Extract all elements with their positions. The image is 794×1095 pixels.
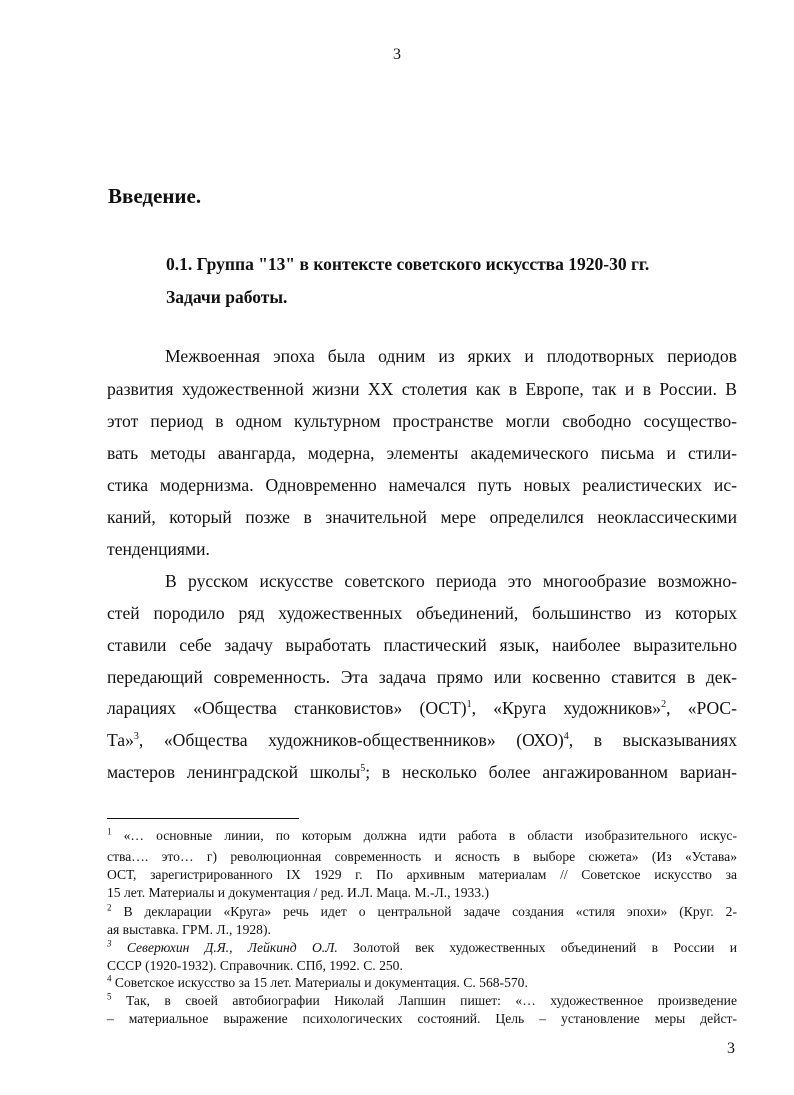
paragraph2-line: В русском искусстве советского периода это многообразие возможно-	[165, 571, 737, 591]
paragraph1-line: стика модернизма. Одновременно намечался путь новых реалистических ис-	[107, 475, 737, 495]
footnote-line: СССР (1920-1932). Справочник. СПб, 1992. С. 250.	[107, 958, 403, 973]
footnote-line: ОСТ, зарегистрированного IX 1929 г. По архивным материалам // Советское искусство за	[107, 867, 737, 882]
section-heading-line2: Задачи работы.	[166, 287, 288, 307]
footnote-line: 15 лет. Материалы и документация / ред. И.Л. Маца. М.-Л., 1933.)	[107, 885, 490, 900]
chapter-title: Введение.	[108, 184, 202, 208]
paragraph1-line: каний, который позже в значительной мере определился неоклассическими	[107, 507, 737, 527]
footnote-ref: 1	[466, 699, 472, 711]
footnote-line: – материальное выражение психологических состояний. Цель – установление меры дейст-	[107, 1011, 737, 1026]
paragraph2-line: мастеров ленинградской школы$^5$; в несколько более ангажированном вариан-	[107, 762, 737, 782]
footnote-ref: 2	[661, 699, 667, 711]
paragraph2-line: ларациях «Общества станковистов» (ОСТ)$^1$, «Круга художников»$^2$, «РОС-	[107, 698, 737, 718]
footnote-ref: 4	[563, 731, 569, 743]
footnote-separator	[107, 818, 299, 819]
footnote-ref: 3	[133, 731, 139, 743]
footnote-ref: 5	[360, 763, 366, 775]
footnote-1: $^1$ «… основные линии, по которым должна идти работа в области изобразительного искус-	[107, 826, 737, 843]
page-number-bottom: 3	[727, 1040, 735, 1057]
paragraph1-line: тенденциями.	[107, 539, 210, 559]
paragraph2-line: передающий современность. Эта задача прямо или косвенно ставится в дек-	[107, 667, 737, 687]
footnote-4: $^4$ Советское искусство за 15 лет. Материалы и документация. С. 568-570.	[107, 973, 528, 990]
paragraph1-line: вать методы авангарда, модерна, элементы академического письма и стили-	[107, 443, 737, 463]
paragraph2-line: стей породило ряд художественных объединений, большинство из которых	[107, 603, 737, 623]
section-heading-line1: 0.1. Группа "13" в контексте советского искусства 1920-30 гг.	[166, 254, 650, 274]
paragraph2-line: Та»$^3$, «Общества художников-общественников» (ОХО)$^4$, в высказываниях	[107, 730, 738, 750]
footnote-3: $^3$ Северюхин Д.Я., Лейкинд О.Л. Золотой век художественных объединений в России и	[107, 938, 737, 955]
paragraph1-line: этот период в одном культурном пространстве могли свободно сосущество-	[107, 411, 737, 431]
page-number-top: 3	[393, 46, 401, 63]
footnote-line: ства…. это… г) революционная современность и ясность в выборе сюжета» (Из «Устава»	[107, 849, 737, 864]
footnote-line: ая выставка. ГРМ. Л., 1928).	[107, 922, 271, 937]
footnote-2: $^2$ В декларации «Круга» речь идет о центральной задаче создания «стиля эпохи» (Круг. 2-	[107, 902, 737, 919]
footnote-5: $^5$ Так, в своей автобиографии Николай Лапшин пишет: «… художественное произведение	[107, 991, 737, 1008]
paragraph1-line: Межвоенная эпоха была одним из ярких и плодотворных периодов	[165, 346, 737, 366]
paragraph2-line: ставили себе задачу выработать пластический язык, наиболее выразительно	[107, 635, 737, 655]
paragraph1-line: развития художественной жизни XX столетия как в Европе, так и в России. В	[107, 379, 737, 399]
